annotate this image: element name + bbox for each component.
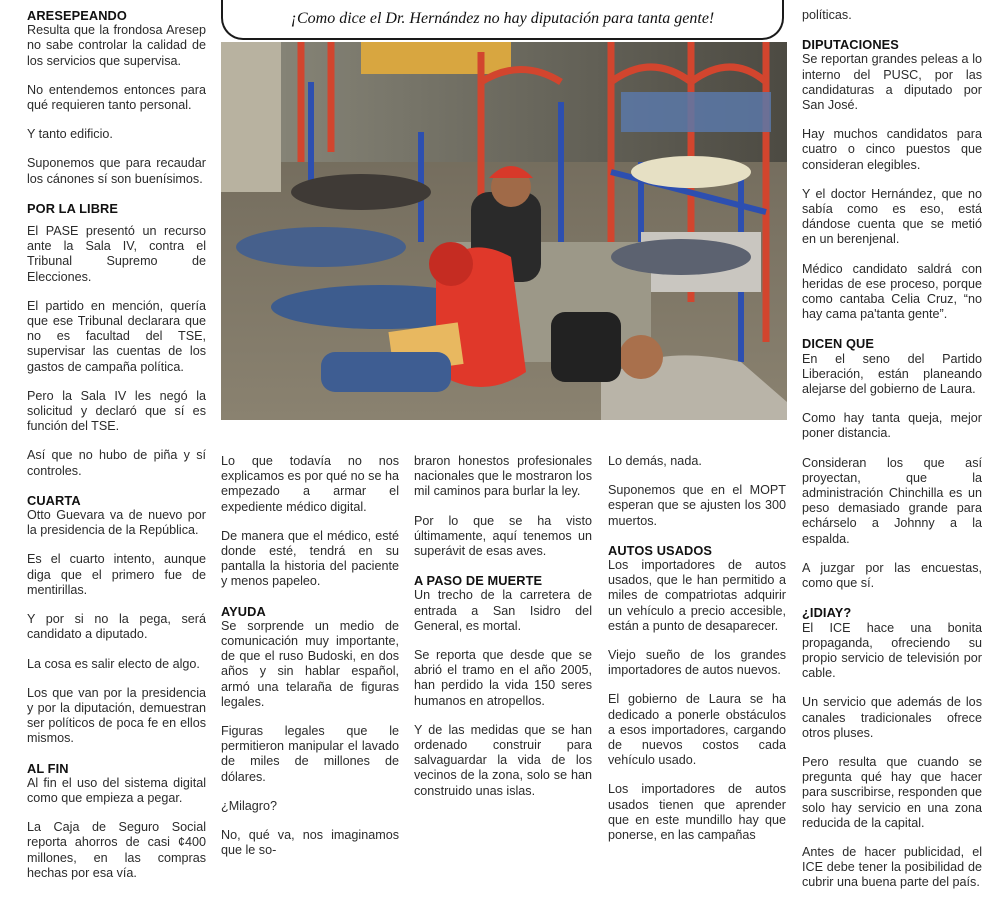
paragraph: Suponemos que para recaudar los cánones sí son buenísimos. [27,156,206,186]
paragraph: De manera que el médico, esté donde esté, tendrá en su pantalla la historia del paciente y menos papeleo. [221,528,399,589]
paragraph: Los importadores de autos usados, que le han permitido a miles de compatriotas adquirir un vehículo a precio accesible, están a punto de desaparecer. [608,558,786,633]
paragraph: El ICE hace una bonita propaganda, ofreciendo su propio servicio de televisión por cable. [802,620,982,681]
paragraph: Y tanto edificio. [27,127,113,142]
paragraph: Consideran los que así proyectan, que la administración Chinchilla es un peso demasiado grande para echárselo a Johnny a la espalda. [802,455,982,546]
paragraph: Así que no hubo de piña y sí controles. [27,448,206,478]
paragraph: La Caja de Seguro Social reporta ahorros de casi ¢400 millones, en las compras hechas por esa vía. [27,820,206,880]
paragraph: políticas. [802,8,852,22]
column-5 [802,8,982,905]
paragraph: Al fin el uso del sistema digital como que empieza a pegar. [27,775,206,805]
paragraph: Pero la Sala IV les negó la solicitud y declaró que sí es función del TSE. [27,388,206,434]
paragraph: Lo demás, nada. [608,454,702,468]
paragraph: Lo que todavía no nos explicamos es por qué no se ha empezado a armar el expediente médico digital. [221,454,399,514]
heading-ayuda: AYUDA [221,603,266,619]
heading-por-la-libre: POR LA LIBRE [27,200,119,216]
paragraph: Los que van por la presidencia y por la diputación, demuestran ser políticos de poca fe en ellos mismos. [27,685,206,746]
paragraph: Se reportan grandes peleas a lo interno del PUSC, por las candidaturas a diputado por San José. [802,52,982,113]
news-photo [221,42,787,420]
paragraph: Figuras legales que le permitieron manipular el lavado de miles de millones de dólares. [221,724,399,784]
heading-al-fin: AL FIN [27,760,69,776]
paragraph: Médico candidato saldrá con heridas de ese proceso, porque como cantaba Celia Cruz, “no hay cama pa'tanta gente”. [802,261,982,322]
paragraph: Y por si no la pega, será candidato a diputado. [27,612,206,642]
heading-idiay: ¿IDIAY? [802,605,852,621]
column-1 [27,8,206,895]
paragraph: braron honestos profesionales nacionales que le mostraron los mil caminos para burlar la ley. [414,454,592,499]
heading-a-paso-de-muerte: A PASO DE MUERTE [414,573,543,589]
heading-cuarta: CUARTA [27,492,81,508]
heading-diputaciones: DIPUTACIONES [802,37,899,53]
paragraph: El partido en mención, quería que ese Tribunal declarara que no es facultad del TSE, supervisar las cuentas de los gastos de campaña política. [27,298,206,374]
paragraph: A juzgar por las encuestas, como que sí. [802,560,982,591]
paragraph: Suponemos que en el MOPT esperan que se ajusten los 300 muertos. [608,483,786,528]
paragraph: Se reporta que desde que se abrió el tramo en el año 2005, han perdido la vida 150 seres humanos en atropellos. [414,648,592,708]
paragraph: No, qué va, nos imaginamos que le so- [221,828,399,858]
column-2 [221,454,399,872]
paragraph: Se sorprende un medio de comunicación muy importante, de que el ruso Budoski, en dos años y sin hablar español, armó una telaraña de figuras legales. [221,618,399,709]
paragraph: Por lo que se ha visto últimamente, aquí tenemos un superávit de esas aves. [414,513,592,559]
paragraph: Y el doctor Hernández, que no sabía como es eso, está dándose cuenta que se metió en un berenjenal. [802,186,982,247]
heading-aresepeando: ARESEPEANDO [27,8,127,23]
photo-illustration [221,42,787,420]
paragraph: En el seno del Partido Liberación, están planeando alejarse del gobierno de Laura. [802,351,982,397]
paragraph: No entendemos entonces para qué requieren tanto personal. [27,82,206,113]
paragraph: ¿Milagro? [221,798,277,813]
paragraph: Viejo sueño de los grandes importadores de autos nuevos. [608,648,786,678]
paragraph: Un trecho de la carretera de entrada a San Isidro del General, es mortal. [414,588,592,633]
heading-autos-usados: AUTOS USADOS [608,542,713,558]
paragraph: Resulta que la frondosa Aresep no sabe controlar la calidad de los servicios que supervisa. [27,23,206,68]
paragraph: Como hay tanta queja, mejor poner distancia. [802,411,982,441]
paragraph: Hay muchos candidatos para cuatro o cinco puestos que consideran elegibles. [802,127,982,172]
paragraph: Otto Guevara va de nuevo por la presidencia de la República. [27,508,206,538]
paragraph: Es el cuarto intento, aunque diga que el primero fue de mentirillas. [27,552,206,597]
photo-caption: ¡Como dice el Dr. Hernández no hay diputación para tanta gente! [290,10,715,27]
heading-dicen-que: DICEN QUE [802,336,875,352]
paragraph: La cosa es salir electo de algo. [27,656,200,671]
paragraph: Un servicio que además de los canales tradicionales ofrece otros pluses. [802,695,982,740]
paragraph: Los importadores de autos usados tienen que aprender que en este mundillo hay que ponerse, en las campañas [608,782,786,843]
photo-caption-box [221,0,784,40]
column-3 [414,454,592,813]
paragraph: Pero resulta que cuando se pregunta qué hay que hacer para suscribirse, responden que solo hay servicio en una zona reducida de la capital. [802,754,982,830]
paragraph: El PASE presentó un recurso ante la Sala IV, contra el Tribunal Supremo de Elecciones. [27,224,206,284]
paragraph: El gobierno de Laura se ha dedicado a ponerle obstáculos a esos importadores, cargando de nuevos costos cada vehículo usado. [608,692,786,768]
paragraph: Y de las medidas que se han ordenado construir para salvaguardar la vida de los vecinos de la zona, solo se han construido unas islas. [414,722,592,798]
paragraph: Antes de hacer publicidad, el ICE debe tener la posibilidad de cubrir una buena parte del país. [802,844,982,890]
column-4 [608,454,786,857]
